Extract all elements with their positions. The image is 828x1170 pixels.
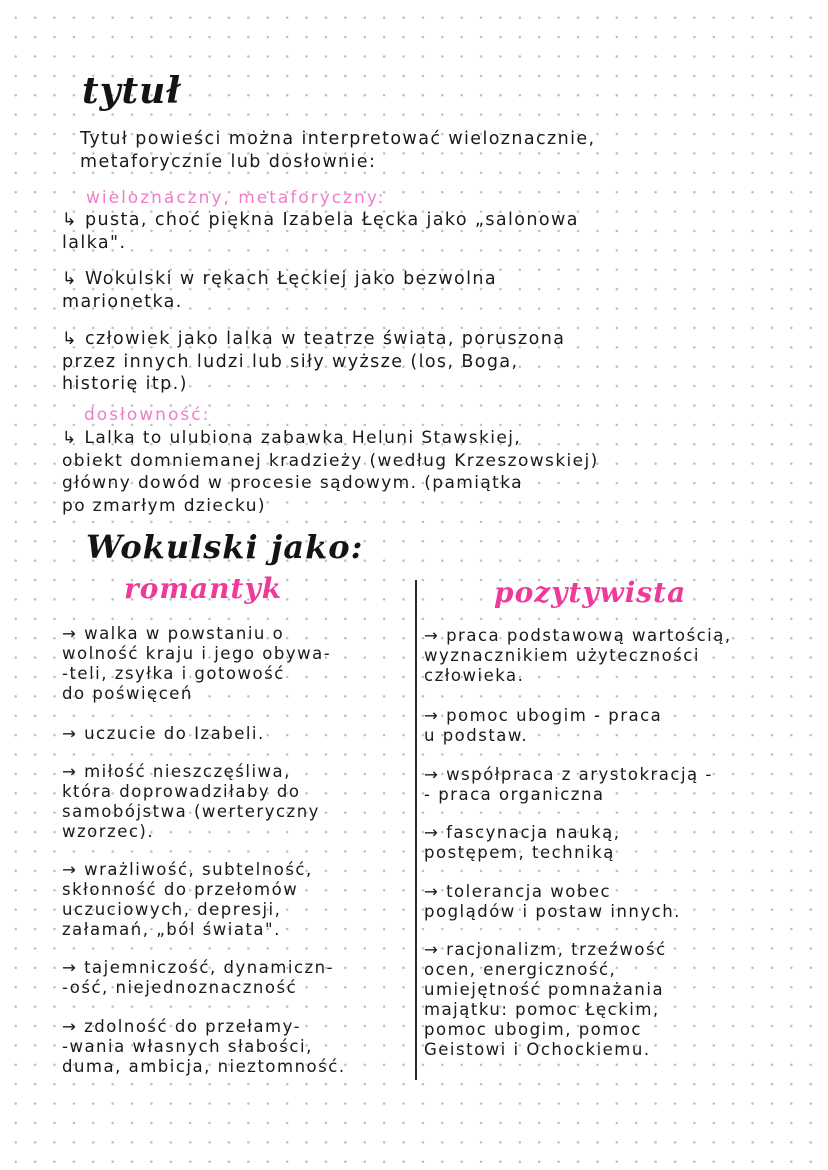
romantyk-item-4: → wrażliwość, subtelność, skłonność do przełomów uczuciowych, depresji, załamań, „ból świata".: [62, 860, 313, 939]
romantyk-item-3: → miłość nieszczęśliwa, która doprowadziłaby do samobójstwa (werteryczny wzorzec).: [62, 762, 320, 841]
column-title-romantyk: romantyk: [124, 572, 283, 605]
romantyk-item-2: → uczucie do Izabeli.: [62, 724, 265, 743]
pozytywista-item-4: → fascynacja nauką, postępem, techniką: [424, 823, 621, 862]
romantyk-item-6: → zdolność do przełamy- -wania własnych słabości, duma, ambicja, nieztomność.: [62, 1017, 346, 1076]
column-divider: [415, 580, 417, 1080]
pozytywista-item-5: → tolerancja wobec poglądów i postaw innych.: [424, 882, 681, 921]
heading-tytul: tytuł: [82, 70, 182, 112]
metaphor-item-2: ↳ Wokulski w rękach Łęckiej jako bezwolna marionetka.: [62, 269, 498, 312]
romantyk-item-5: → tajemniczość, dynamiczn- -ość, niejednoznaczność: [62, 958, 335, 997]
metaphor-item-3: ↳ człowiek jako lalka w teatrze świata, poruszona przez innych ludzi lub siły wyższe (los, Boga, historię itp.): [62, 329, 566, 394]
romantyk-item-1: → walka w powstaniu o wolność kraju i jego obywa- -teli, zsyłka i gotowość do poświęceń: [62, 624, 332, 703]
subheading-literal: dosłowność:: [84, 405, 211, 425]
heading-wokulski: Wokulski jako:: [86, 528, 364, 566]
intro-text: Tytuł powieści można interpretować wieloznacznie, metaforycznie lub dosłownie:: [80, 129, 596, 172]
literal-item: ↳ Lalka to ulubiona zabawka Heluni Stawskiej, obiekt domniemanej kradzieży (według Krzeszowskiej) główny dowód w procesie sądowym. (pamiątka po zmarłym dziecku): [62, 428, 599, 516]
pozytywista-item-6: → racjonalizm, trzeźwość ocen, energiczność, umiejętność pomnażania majątku: pomoc Łęckim, pomoc ubogim, pomoc Geistowi i Ochockiemu.: [424, 940, 667, 1059]
column-title-pozytywista: pozytywista: [494, 576, 687, 609]
metaphor-item-1: ↳ pusta, choć piękna Izabela Łęcka jako „salonowa lalka".: [62, 210, 579, 253]
subheading-metaphor: wieloznaczny, metaforyczny:: [86, 188, 386, 208]
pozytywista-item-3: → współpraca z arystokracją - - praca organiczna: [424, 765, 713, 804]
pozytywista-item-1: → praca podstawową wartością, wyznacznikiem użyteczności człowieka.: [424, 626, 732, 685]
pozytywista-item-2: → pomoc ubogim - praca u podstaw.: [424, 706, 663, 745]
